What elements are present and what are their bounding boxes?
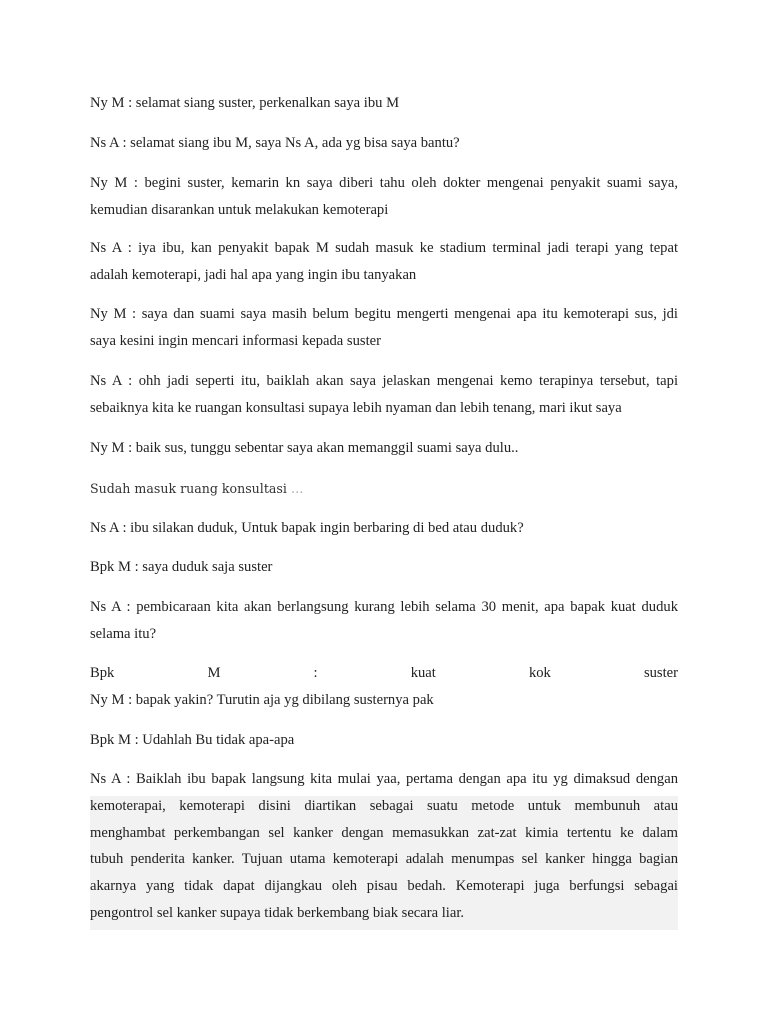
text-line: [90, 597, 678, 624]
line-text: Bpk M : kuat kok suster: [90, 665, 678, 681]
paragraph: [90, 730, 678, 757]
line-text: pengontrol sel kanker supaya tidak berkembang biak secara liar.: [90, 904, 465, 921]
text-line: [90, 849, 678, 876]
line-text: Ns A : pembicaraan kita akan berlangsung kurang lebih selama 30 menit, apa bapak kuat duduk: [90, 599, 678, 615]
text-line: [90, 304, 678, 331]
paragraph: [90, 479, 678, 506]
ellipsis: …: [290, 481, 304, 496]
line-text: Ny M : selamat siang suster, perkenalkan saya ibu M: [90, 95, 400, 111]
text-line: [90, 238, 678, 265]
line-text: Ns A : selamat siang ibu M, saya Ns A, ada yg bisa saya bantu?: [90, 135, 460, 151]
paragraph: [90, 93, 678, 120]
text-line: [90, 479, 678, 506]
text-line: [90, 331, 678, 358]
line-text: Ny M : saya dan suami saya masih belum begitu mengerti mengenai apa itu kemoterapi sus, jdi: [90, 306, 678, 322]
paragraph: [90, 238, 678, 292]
text-line: [90, 876, 678, 903]
line-text: Ns A : ibu silakan duduk, Untuk bapak ingin berbaring di bed atau duduk?: [90, 520, 524, 536]
line-text: tubuh penderita kanker. Tujuan utama kemoterapi adalah menumpas sel kanker hingga bagian: [90, 851, 678, 868]
line-text: sebaiknya kita ke ruangan konsultasi supaya lebih nyaman dan lebih tenang, mari ikut saya: [90, 399, 622, 416]
paragraph: [90, 438, 678, 465]
text-line: [90, 173, 678, 200]
text-line: [90, 690, 678, 717]
text-line: [90, 265, 678, 292]
line-text: Ns A : iya ibu, kan penyakit bapak M sudah masuk ke stadium terminal jadi terapi yang tepat: [90, 240, 678, 256]
line-text: Sudah masuk ruang konsultasi: [90, 481, 287, 496]
paragraph: [90, 133, 678, 160]
line-text: menghambat perkembangan sel kanker dengan memasukkan zat-zat kimia tertentu ke dalam: [90, 824, 678, 841]
paragraph: [90, 663, 678, 690]
paragraph: [90, 173, 678, 227]
line-text: kemudian disarankan untuk melakukan kemoterapi: [90, 201, 389, 218]
text-line: [90, 398, 678, 425]
line-text: Ny M : bapak yakin? Turutin aja yg dibilang susternya pak: [90, 692, 434, 708]
text-line: [90, 133, 678, 160]
text-line: [90, 663, 678, 690]
text-line: [90, 769, 678, 796]
text-line: [90, 93, 678, 120]
paragraph: [90, 690, 678, 717]
text-line: [90, 823, 678, 850]
text-line: [90, 730, 678, 757]
paragraph: [90, 371, 678, 425]
line-text: Bpk M : saya duduk saja suster: [90, 559, 273, 575]
text-line: [90, 438, 678, 465]
text-line: [90, 624, 678, 651]
line-text: selama itu?: [90, 625, 157, 642]
line-text: Ns A : ohh jadi seperti itu, baiklah akan saya jelaskan mengenai kemo terapinya tersebut, tapi: [90, 373, 678, 389]
text-line: [90, 796, 678, 823]
paragraph: [90, 518, 678, 545]
line-text: kemoterapai, kemoterapi disini diartikan sebagai suatu metode untuk membunuh atau: [90, 797, 678, 814]
text-line: [90, 557, 678, 584]
line-text: Ns A : Baiklah ibu bapak langsung kita mulai yaa, pertama dengan apa itu yg dimaksud dengan: [90, 771, 678, 787]
paragraph: [90, 769, 678, 930]
line-text: Bpk M : Udahlah Bu tidak apa-apa: [90, 732, 295, 748]
text-line: [90, 371, 678, 398]
paragraph: [90, 557, 678, 584]
line-text: akarnya yang tidak dapat dijangkau oleh pisau bedah. Kemoterapi juga berfungsi sebagai: [90, 878, 678, 895]
text-line: [90, 518, 678, 545]
line-text: Ny M : begini suster, kemarin kn saya diberi tahu oleh dokter mengenai penyakit suami saya,: [90, 175, 678, 191]
paragraph: [90, 597, 678, 651]
paragraph: [90, 304, 678, 358]
text-line: [90, 200, 678, 227]
line-text: adalah kemoterapi, jadi hal apa yang ingin ibu tanyakan: [90, 266, 417, 283]
line-text: Ny M : baik sus, tunggu sebentar saya akan memanggil suami saya dulu..: [90, 440, 519, 456]
line-text: saya kesini ingin mencari informasi kepada suster: [90, 332, 381, 349]
text-line: [90, 903, 678, 930]
